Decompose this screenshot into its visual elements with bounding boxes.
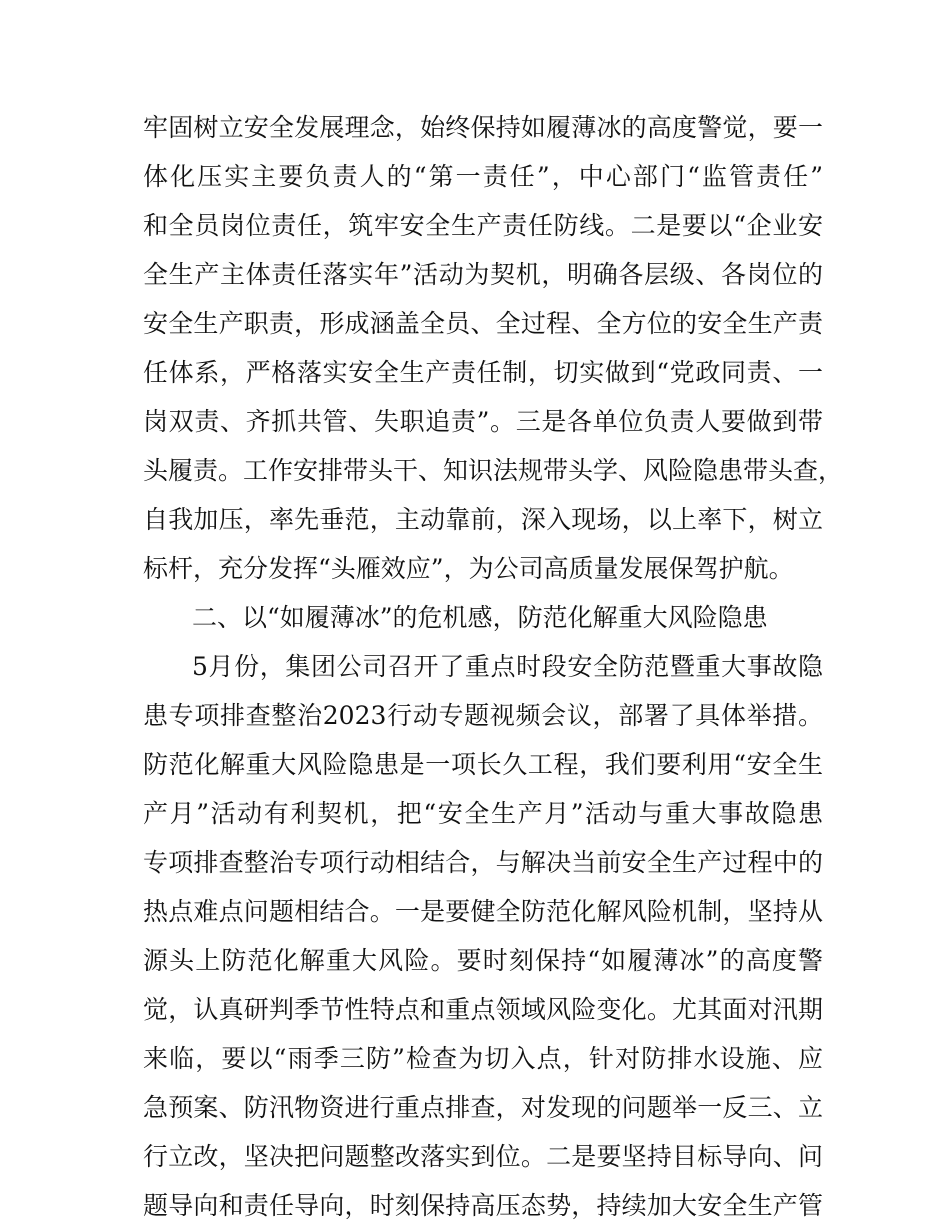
paragraph-2-line-8: 觉，认真研判季节性特点和重点领域风险变化。尤其面对汛期: [143, 995, 823, 1024]
paragraph-1-line-8: 头履责。工作安排带头干、知识法规带头学、风险隐患带头查，: [143, 456, 844, 485]
paragraph-2-line-1: 5月份，集团公司召开了重点时段安全防范暨重大事故隐: [192, 652, 823, 681]
paragraph-1-line-2: 体化压实主要负责人的“第一责任”，中心部门“监管责任”: [143, 162, 823, 191]
paragraph-1-line-7: 岗双责、齐抓共管、失职追责”。三是各单位负责人要做到带: [143, 407, 823, 436]
paragraph-1-line-3: 和全员岗位责任，筑牢安全生产责任防线。二是要以“企业安: [143, 211, 823, 240]
paragraph-1-line-6: 任体系，严格落实安全生产责任制，切实做到“党政同责、一: [143, 358, 823, 387]
paragraph-2-line-11: 行立改，坚决把问题整改落实到位。二是要坚持目标导向、问: [143, 1142, 823, 1171]
paragraph-1-line-10: 标杆，充分发挥“头雁效应”，为公司高质量发展保驾护航。: [143, 554, 794, 583]
paragraph-2-line-7: 源头上防范化解重大风险。要时刻保持“如履薄冰”的高度警: [143, 946, 823, 975]
paragraph-1-line-4: 全生产主体责任落实年”活动为契机，明确各层级、各岗位的: [143, 260, 823, 289]
section-heading-2: 二、以“如履薄冰”的危机感，防范化解重大风险隐患: [192, 603, 768, 632]
paragraph-2-line-9: 来临，要以“雨季三防”检查为切入点，针对防排水设施、应: [143, 1044, 823, 1073]
paragraph-2-line-4: 产月”活动有利契机，把“安全生产月”活动与重大事故隐患: [143, 799, 823, 828]
paragraph-2-line-2: 患专项排查整治2023行动专题视频会议，部署了具体举措。: [143, 701, 823, 730]
paragraph-2-line-12: 题导向和责任导向，时刻保持高压态势，持续加大安全生产管: [143, 1191, 823, 1220]
paragraph-2-line-5: 专项排查整治专项行动相结合，与解决当前安全生产过程中的: [143, 848, 823, 877]
paragraph-2-line-3: 防范化解重大风险隐患是一项长久工程，我们要利用“安全生: [143, 750, 823, 779]
paragraph-2-line-10: 急预案、防汛物资进行重点排查，对发现的问题举一反三、立: [143, 1093, 823, 1122]
paragraph-1-line-1: 牢固树立安全发展理念，始终保持如履薄冰的高度警觉，要一: [143, 113, 823, 142]
paragraph-1-line-5: 安全生产职责，形成涵盖全员、全过程、全方位的安全生产责: [143, 309, 823, 338]
paragraph-2-line-6: 热点难点问题相结合。一是要健全防范化解风险机制，坚持从: [143, 897, 823, 926]
paragraph-1-line-9: 自我加压，率先垂范，主动靠前，深入现场，以上率下，树立: [143, 505, 823, 534]
